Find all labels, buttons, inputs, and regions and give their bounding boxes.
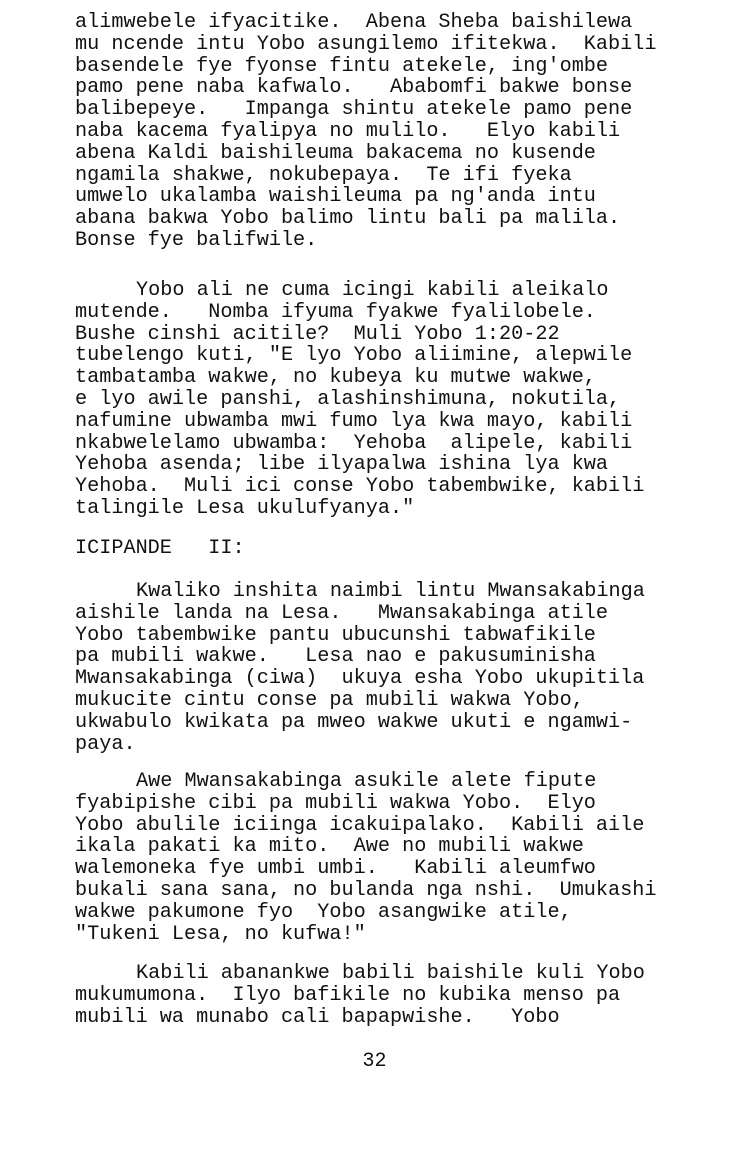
text-line: mukucite cintu conse pa mubili wakwa Yobo, xyxy=(75,688,584,712)
text-line: e lyo awile panshi, alashinshimuna, nokutila, xyxy=(75,387,621,411)
text-line: "Tukeni Lesa, no kufwa!" xyxy=(75,922,366,946)
paragraph-4 xyxy=(75,771,657,945)
text-line: umwelo ukalamba waishileuma pa ng'anda intu xyxy=(75,185,596,209)
text-line: Kabili abanankwe babili baishile kuli Yobo xyxy=(136,962,645,985)
text-line: abana bakwa Yobo balimo lintu bali pa malila. xyxy=(75,207,621,231)
text-line: Kwaliko inshita naimbi lintu Mwansakabinga xyxy=(136,580,645,603)
text-line: paya. xyxy=(75,732,136,756)
text-line: mubili wa munabo cali bapapwishe. Yobo xyxy=(75,1005,560,1029)
text-line: talingile Lesa ukulufyanya." xyxy=(75,496,415,520)
heading-text: ICIPANDE II: xyxy=(75,537,245,560)
text-line: ngamila shakwe, nokubepaya. Te ifi fyeka xyxy=(75,163,572,187)
page-number: 32 xyxy=(362,1050,387,1073)
text-line: nkabwelelamo ubwamba: Yehoba alipele, kabili xyxy=(75,431,633,455)
text-line: wakwe pakumone fyo Yobo asangwike atile, xyxy=(75,900,572,924)
text-line: tubelengo kuti, "E lyo Yobo aliimine, alepwile xyxy=(75,344,633,368)
text-line: naba kacema fyalipya no mulilo. Elyo kabili xyxy=(75,119,621,143)
section-heading xyxy=(75,538,245,560)
text-line: alimwebele ifyacitike. Abena Sheba baishilewa xyxy=(75,11,633,34)
text-line: aishile landa na Lesa. Mwansakabinga atile xyxy=(75,601,609,625)
text-line: Yobo ali ne cuma icingi kabili aleikalo xyxy=(136,279,609,302)
paragraph-2 xyxy=(75,280,644,520)
text-line: Yobo tabembwike pantu ubucunshi tabwafikile xyxy=(75,623,596,647)
text-line: ukwabulo kwikata pa mweo wakwe ukuti e ngamwi- xyxy=(75,710,633,734)
text-line: basendele fye fyonse fintu atekele, ing'ombe xyxy=(75,54,609,78)
text-line: mukumumona. Ilyo bafikile no kubika menso pa xyxy=(75,983,621,1007)
text-line: Awe Mwansakabinga asukile alete fipute xyxy=(136,770,597,793)
text-line: pamo pene naba kafwalo. Ababomfi bakwe bonse xyxy=(75,76,633,100)
text-line: fyabipishe cibi pa mubili wakwa Yobo. Elyo xyxy=(75,791,596,815)
text-line: nafumine ubwamba mwi fumo lya kwa mayo, kabili xyxy=(75,409,633,433)
text-line: balibepeye. Impanga shintu atekele pamo pene xyxy=(75,98,633,122)
text-line: mu ncende intu Yobo asungilemo ifitekwa. Kabili xyxy=(75,32,657,56)
text-line: walemoneka fye umbi umbi. Kabili aleumfwo xyxy=(75,857,596,881)
paragraph-3 xyxy=(75,581,645,755)
text-line: Bonse fye balifwile. xyxy=(75,228,318,252)
paragraph-5 xyxy=(75,963,645,1028)
text-line: pa mubili wakwe. Lesa nao e pakusuminisha xyxy=(75,645,596,669)
text-line: bukali sana sana, no bulanda nga nshi. Umukashi xyxy=(75,878,657,902)
text-line: Yobo abulile iciinga icakuipalako. Kabili aile xyxy=(75,813,645,837)
text-line: Bushe cinshi acitile? Muli Yobo 1:20-22 xyxy=(75,322,560,346)
text-line: mutende. Nomba ifyuma fyakwe fyalilobele. xyxy=(75,300,596,324)
text-line: abena Kaldi baishileuma bakacema no kusende xyxy=(75,141,596,165)
text-line: ikala pakati ka mito. Awe no mubili wakwe xyxy=(75,835,584,859)
text-line: tambatamba wakwe, no kubeya ku mutwe wakwe, xyxy=(75,366,596,390)
text-line: Yehoba. Muli ici conse Yobo tabembwike, kabili xyxy=(75,475,645,499)
paragraph-1 xyxy=(75,12,657,252)
text-line: Yehoba asenda; libe ilyapalwa ishina lya kwa xyxy=(75,453,609,477)
text-line: Mwansakabinga (ciwa) ukuya esha Yobo ukupitila xyxy=(75,667,645,691)
